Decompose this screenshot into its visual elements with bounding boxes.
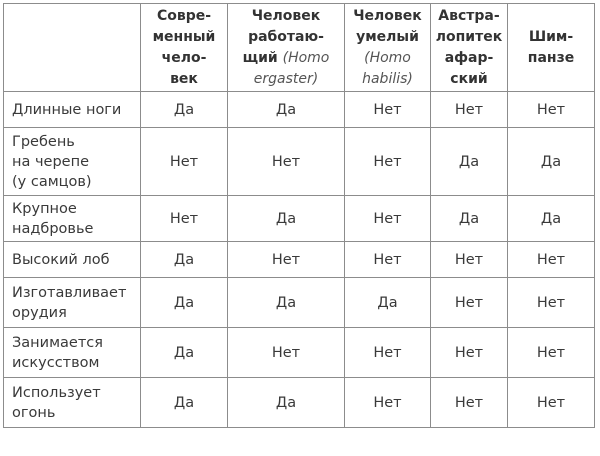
header-latin-name: (Homo [364, 49, 411, 66]
row-label-line: орудия [12, 304, 67, 321]
table-cell: Да [228, 378, 345, 428]
row-label-line: Крупное [12, 200, 77, 217]
header-modern-human [141, 4, 228, 92]
table-cell: Нет [431, 92, 508, 128]
table-cell: Нет [508, 278, 595, 328]
table-cell: Нет [431, 278, 508, 328]
table-cell: Нет [431, 242, 508, 278]
table-cell: Нет [228, 242, 345, 278]
row-label-line: (у самцов) [12, 173, 92, 190]
table-cell: Нет [508, 92, 595, 128]
row-label [4, 196, 141, 242]
table-cell: Нет [228, 328, 345, 378]
table-cell: Да [141, 92, 228, 128]
table-cell: Нет [508, 328, 595, 378]
row-label [4, 92, 141, 128]
header-line: Человек [251, 7, 321, 24]
header-line: Человек [353, 7, 422, 24]
header-latin-name: (Homo [282, 49, 330, 66]
table-cell: Да [141, 278, 228, 328]
table-row [4, 278, 595, 328]
header-line: век [170, 70, 198, 87]
table-cell: Нет [345, 196, 431, 242]
header-line: менный [152, 28, 216, 45]
header-line: лопитек [435, 28, 503, 45]
header-row [4, 4, 595, 92]
row-label-line: искусством [12, 354, 100, 371]
header-line: умелый [356, 28, 419, 45]
table-cell: Да [228, 278, 345, 328]
header-australopithecus [431, 4, 508, 92]
row-label [4, 278, 141, 328]
header-chimpanzee [508, 4, 595, 92]
table-cell: Нет [345, 328, 431, 378]
header-line: Совре- [156, 7, 212, 24]
table-row [4, 92, 595, 128]
table-row [4, 378, 595, 428]
header-line: Шим- [528, 28, 574, 45]
table-cell: Нет [345, 242, 431, 278]
table-cell: Да [141, 242, 228, 278]
table-cell: Да [508, 196, 595, 242]
row-label-line: Использует [12, 384, 101, 401]
table-row [4, 242, 595, 278]
header-latin-name: habilis) [362, 70, 413, 87]
header-corner-cell [4, 4, 141, 92]
table-cell: Нет [345, 128, 431, 196]
header-line: панзе [527, 49, 575, 66]
header-homo-habilis [345, 4, 431, 92]
header-homo-ergaster [228, 4, 345, 92]
header-line: щий [242, 49, 278, 66]
row-label-line: Изготавливает [12, 284, 127, 301]
header-latin-name: ergaster) [253, 70, 319, 87]
row-label [4, 128, 141, 196]
table-cell: Нет [345, 92, 431, 128]
header-line: работаю- [248, 28, 324, 45]
table-cell: Да [431, 196, 508, 242]
header-line: чело- [161, 49, 207, 66]
table-row [4, 128, 595, 196]
table-cell: Нет [345, 378, 431, 428]
table-cell: Да [431, 128, 508, 196]
row-label-line: надбровье [12, 220, 94, 237]
table-cell: Да [345, 278, 431, 328]
table-cell: Да [141, 378, 228, 428]
table-cell: Нет [431, 378, 508, 428]
table-cell: Да [141, 328, 228, 378]
table-row [4, 328, 595, 378]
row-label-line: на черепе [12, 153, 89, 170]
table-cell: Да [228, 92, 345, 128]
table-body [4, 92, 595, 428]
table-cell: Нет [431, 328, 508, 378]
table-cell: Нет [228, 128, 345, 196]
row-label-line: Гребень [12, 133, 75, 150]
row-label-line: Длинные ноги [12, 101, 122, 118]
comparison-table [3, 3, 595, 428]
table-cell: Нет [141, 196, 228, 242]
table-cell: Да [508, 128, 595, 196]
row-label-line: огонь [12, 404, 56, 421]
row-label [4, 378, 141, 428]
row-label-line: Занимается [12, 334, 103, 351]
header-line: афар- [444, 49, 494, 66]
header-line: ский [450, 70, 488, 87]
table-cell: Нет [141, 128, 228, 196]
table-cell: Нет [508, 378, 595, 428]
row-label [4, 242, 141, 278]
table-cell: Да [228, 196, 345, 242]
row-label-line: Высокий лоб [12, 251, 110, 268]
header-line: Австра- [438, 7, 500, 24]
table-row [4, 196, 595, 242]
header-line-mixed [228, 48, 344, 69]
row-label [4, 328, 141, 378]
table-cell: Нет [508, 242, 595, 278]
